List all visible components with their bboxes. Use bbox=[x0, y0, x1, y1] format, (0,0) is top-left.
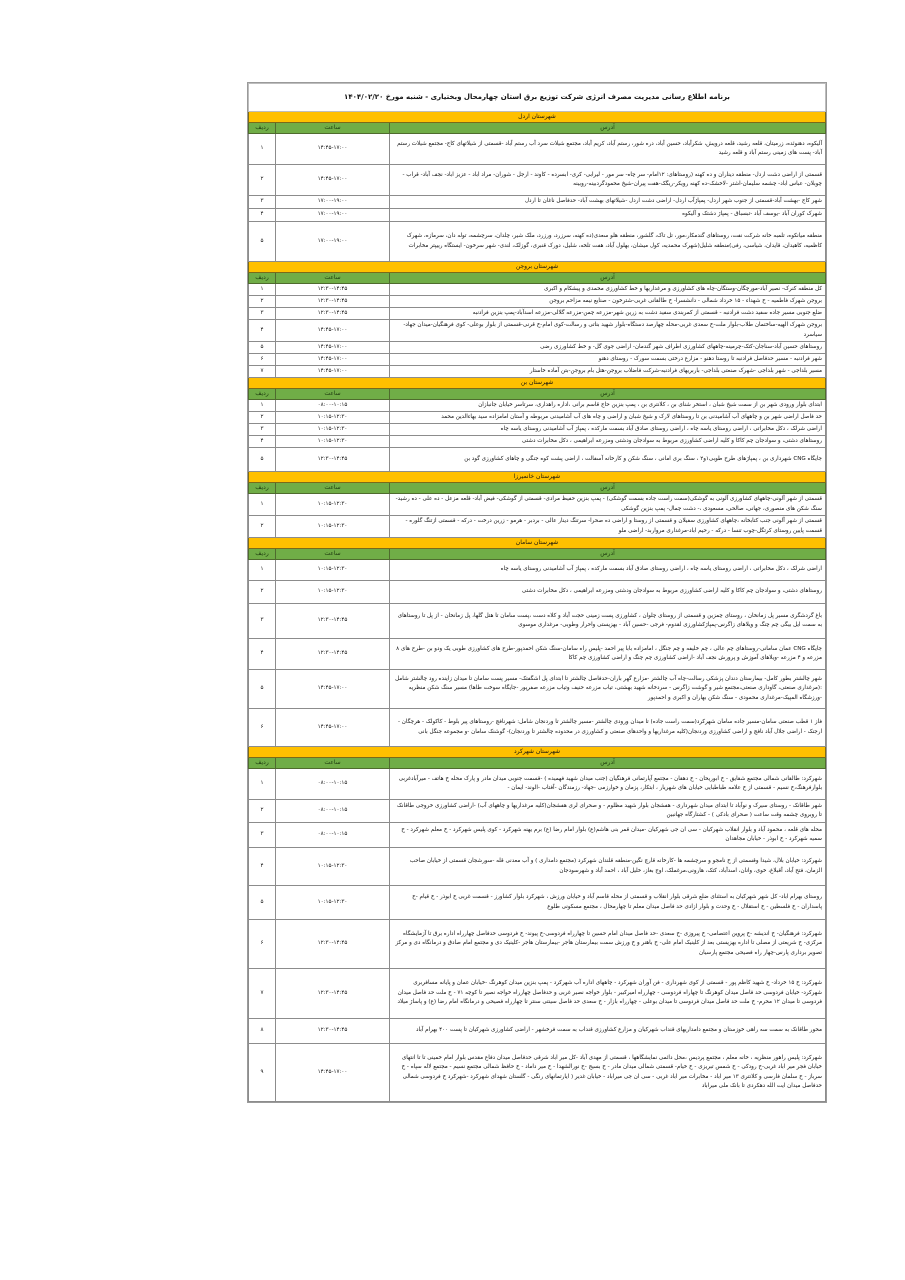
table-row bbox=[249, 436, 826, 448]
table-row bbox=[249, 366, 826, 378]
column-header-address: آدرس bbox=[390, 483, 826, 494]
address-cell: شهر طاقانک - روستای سیرک و نوآباد تا ابتدای میدان شهرداری - هفشجان بلوار شهید مظلوم - و صحرای لری هفشجان(کلیه مرغداریها و چاههای آب) -اراضی کشاورزی خروجی طاقانک تا روبروی چشمه وقت ساعت ( صحرای بادکی ) - کشتارگاه جهانبین bbox=[390, 800, 826, 823]
time-cell: ۰۸:۰۰-۱۰:۱۵ bbox=[276, 400, 390, 412]
table-row bbox=[249, 342, 826, 354]
time-cell: ۱۴:۴۵-۱۷:۰۰ bbox=[276, 1044, 390, 1102]
address-cell: بروجن شهرک فاطمیه - خ شهداء - ۱۵ خرداد شمالی - دانشسرا- خ طالقانی غربی-شترخون - صنایع نیمه مزاحم بروجن bbox=[390, 296, 826, 308]
radif-cell: ۴ bbox=[249, 320, 276, 342]
time-cell: ۱۲:۳۰-۱۴:۴۵ bbox=[276, 604, 390, 639]
radif-cell: ۵ bbox=[249, 342, 276, 354]
address-cell: جایگاه CNG عمان سامانی-روستاهای چم عالی ، چم خلیفه و چم جنگل ، امامزاده بابا پیر احمد -پلیس راه سامان-سنگ شکن احمدپور-طرح های کشاورزی طوبی یک ودو بن -طرح های ۸ مزرعه و ۴ مزرعه -ویلاهای آموزش و پرورش نجف آباد -اراضی کشاورزی چم چنگ و اراضی کشاورزی چم کاکا bbox=[390, 639, 826, 670]
address-cell: قسمتی از شهر آلونی جنب کتابخانه ،چاههای کشاورزی سفیلان و قسمتی از روستا و اراضی ده صحرا- سرتنگ دینار عالی - بردبر - هرمو - زرین درخت - درکه - قسمتی ازتنگ گلوره - قسمت پایین روستای کرتگل-چوب تنسا - درکه - رحیم اباد-مرغداری مرواربد- اراضی ملو bbox=[390, 516, 826, 538]
address-cell: اراضی شرلک ، دکل مخابراتی ، اراضی روستای یاسه چاه ، اراضی روستای صادق آباد بسمت مارکده ، پمپاژ آب آشامیدنی روستای یاسه چاه bbox=[390, 560, 826, 581]
address-cell: مسیر بلداجی - شهر بلداجی -شهرک صنعتی بلداجی- باربریهای فرادنبه-شرکت فاضلاب بروجن-هتل بام بروجن-بتن آماده خاستار bbox=[390, 366, 826, 378]
address-cell: روستای بهرام اباد- کل شهر شهرکیان به استثنای ضلع شرقی بلوار انقلاب و قسمتی از محله قاسم آباد و خیابان ورزش ، شهرکرد بلوار کشاورز - قسمت غربی خ ابوذر - خ قیام -خ پاسداران - خ فلسطین - خ استقلال - خ وحدت و بلوار ازادی حد فاصل میدان معلم تا چهارمحال ، مجتمع مسکونی طلوع bbox=[390, 886, 826, 920]
address-cell: شهرک کوران آباد -یوسف آباد -تبسباق - پمپاژ دشتک و آلیکوه bbox=[390, 209, 826, 222]
table-row bbox=[249, 296, 826, 308]
column-header-radif: ردیف bbox=[249, 758, 276, 769]
radif-cell: ۱ bbox=[249, 134, 276, 165]
title-row bbox=[249, 84, 826, 112]
radif-cell: ۲ bbox=[249, 800, 276, 823]
column-header-address: آدرس bbox=[390, 549, 826, 560]
column-header-row bbox=[249, 389, 826, 400]
column-header-radif: ردیف bbox=[249, 123, 276, 134]
address-cell: باغ گردشگری مسیر پل زمانخان ، روستای چمزین و قسمتی از روستای چلوان ، کشاورزی پست زمینی حجت آباد و کلاه دست ،پست سامان تا هتل گلها، پل زمانخان - از پل تا روستاهای به سمت ایل بیگی چم چنگ و ویلاهای زاگرس-پمپاژکشاورزی لقدوم- فرجی -حسین آباد - بهزیستی واحرار وطوبی- مرغداری موسوی bbox=[390, 604, 826, 639]
time-cell: ۰۸:۰۰-۱۰:۱۵ bbox=[276, 800, 390, 823]
table-row bbox=[249, 604, 826, 639]
time-cell: ۱۰:۱۵-۱۲:۳۰ bbox=[276, 581, 390, 604]
column-header-radif: ردیف bbox=[249, 483, 276, 494]
address-cell: محور طاقانک به سمت سه راهی خوزستان و مجتمع دامداریهای قنداب شهرکیان و مزارع کشاورزی قنداب به سمت فرخشهر - اراضی کشاورزی شهرکیان تا پست ۴۰۰ بهرام آباد bbox=[390, 1019, 826, 1044]
table-row bbox=[249, 494, 826, 516]
table-row bbox=[249, 209, 826, 222]
time-cell: ۱۰:۱۵-۱۲:۳۰ bbox=[276, 516, 390, 538]
radif-cell: ۱ bbox=[249, 769, 276, 800]
address-cell: جایگاه CNG شهرداری بن ، پمپاژهای طرح طوبی۱و۲ ، سنگ بری امانی ، سنگ شکن و کارخانه آسفالت ، اراضی پشت کوه جنگی و چاهای کشاورزی گود بن bbox=[390, 448, 826, 472]
radif-cell: ۱ bbox=[249, 560, 276, 581]
time-cell: ۰۸:۰۰-۱۰:۱۵ bbox=[276, 823, 390, 848]
column-header-radif: ردیف bbox=[249, 273, 276, 284]
table-row bbox=[249, 196, 826, 209]
radif-cell: ۴ bbox=[249, 639, 276, 670]
time-cell: ۱۰:۱۵-۱۲:۳۰ bbox=[276, 424, 390, 436]
time-cell: ۱۰:۱۵-۱۲:۳۰ bbox=[276, 848, 390, 886]
time-cell: ۰۸:۰۰-۱۰:۱۵ bbox=[276, 769, 390, 800]
column-header-row bbox=[249, 273, 826, 284]
table-row bbox=[249, 800, 826, 823]
time-cell: ۱۲:۳۰-۱۴:۴۵ bbox=[276, 969, 390, 1019]
county-name: شهرستان شهرکرد bbox=[249, 747, 826, 758]
address-cell: ابتدای بلوار ورودی شهر بن از سمت شیخ شبان ، استخر شنای بن ، کلانتری بن ، پمپ بنزین حاج قاسم برانی ،اداره راهداری، سرتاسر خیابان جانبازان bbox=[390, 400, 826, 412]
table-row bbox=[249, 308, 826, 320]
table-row bbox=[249, 134, 826, 165]
table-row bbox=[249, 516, 826, 538]
county-header-row bbox=[249, 538, 826, 549]
column-header-radif: ردیف bbox=[249, 549, 276, 560]
radif-cell: ۸ bbox=[249, 1019, 276, 1044]
time-cell: ۱۰:۱۵-۱۲:۳۰ bbox=[276, 886, 390, 920]
table-row bbox=[249, 424, 826, 436]
column-header-address: آدرس bbox=[390, 758, 826, 769]
address-cell: شهر فرادنبه - مسیر حدفاصل فرادنبه تا روستا دهنو - مزارع درختی بسمت سورک - روستای دهنو bbox=[390, 354, 826, 366]
address-cell: حد فاصل اراضی شهر بن و چاههای آب آشامیدنی بن تا روستاهای لارک و شیخ شبان و اراضی و چاه های آب آشامیدنی مربوطه و آستان امامزاده سید بهاءالدین محمد bbox=[390, 412, 826, 424]
time-cell: ۱۴:۴۵-۱۷:۰۰ bbox=[276, 354, 390, 366]
outage-schedule-sheet bbox=[247, 82, 827, 1103]
radif-cell: ۳ bbox=[249, 823, 276, 848]
county-header-row bbox=[249, 747, 826, 758]
address-cell: قسمتی از شهر آلونی-چاههای کشاورزی آلونی به گوشکی(سمت راست جاده بسمت گوشکی) - پمپ بنزین حفیظ مرادی- قسمتی از گوشکی- فیض آباد- قلعه مزعل - ده علی - ده رشید- سنگ شکن های منصوری، جهانی، صالحی، مسعودی ،- دشت چمال- پمپ بنزین گوشکی bbox=[390, 494, 826, 516]
time-cell: ۱۰:۱۵-۱۲:۳۰ bbox=[276, 560, 390, 581]
time-cell: ۱۲:۳۰-۱۴:۴۵ bbox=[276, 639, 390, 670]
address-cell: ضلع جنوبی مسیر جاده سفید دشت فرادنبه - قسمتی از کمربندی سفید دشت به زرین شهر-مزرعه چمن-مزرعه گلالی-مزرعه اسدآباد-پمپ بنزین فرادنبه bbox=[390, 308, 826, 320]
radif-cell: ۳ bbox=[249, 308, 276, 320]
county-name: شهرستان اردل bbox=[249, 112, 826, 123]
time-cell: ۱۷:۰۰-۱۹:۰۰ bbox=[276, 209, 390, 222]
radif-cell: ۹ bbox=[249, 1044, 276, 1102]
county-name: شهرستان بن bbox=[249, 378, 826, 389]
radif-cell: ۱ bbox=[249, 284, 276, 296]
column-header-address: آدرس bbox=[390, 123, 826, 134]
column-header-address: آدرس bbox=[390, 273, 826, 284]
address-cell: اراضی شرلک ، دکل مخابراتی ، اراضی روستای یاسه چاه ، اراضی روستای صادق آباد بسمت مارکده ، پمپاژ آب آشامیدنی روستای یاسه چاه bbox=[390, 424, 826, 436]
address-cell: روستاهای دشتی، و سوادجان چم کاکا و کلیه اراضی کشاورزی مربوط به سوادجان ودشتی ومزرعه ابراهیمی ، دکل مخابرات دشتی bbox=[390, 436, 826, 448]
table-row bbox=[249, 969, 826, 1019]
address-cell: شهرکرد: خیابان بلال، شیدا وقسمتی از خ نامجو و سرچشمه ها -کارخانه قارچ نگین-منطقه قلندان شهرکرد (مجتمع دامداری ) و آب معدنی قله -سورشجان قسمتی از خیابان صاحب الزمان، فتح آباد، آقبلاغ، خوی، وانان، اسدآباد، کتک، هارونی،مرغملک، اوج بغاز، خلیل آباد ، احمد آباد و شهرسودجان bbox=[390, 848, 826, 886]
time-cell: ۱۲:۳۰-۱۴:۴۵ bbox=[276, 448, 390, 472]
column-header-time: ساعت bbox=[276, 273, 390, 284]
table-row bbox=[249, 581, 826, 604]
radif-cell: ۲ bbox=[249, 412, 276, 424]
time-cell: ۱۲:۳۰-۱۴:۴۵ bbox=[276, 284, 390, 296]
column-header-time: ساعت bbox=[276, 758, 390, 769]
time-cell: ۱۲:۳۰-۱۴:۴۵ bbox=[276, 308, 390, 320]
time-cell: ۱۲:۳۰-۱۴:۴۵ bbox=[276, 920, 390, 969]
address-cell: کل منطقه کنرک- نصیر آباد-مورچگان-وستگان-چاه های کشاورزی و مرغداریها و خط کشاورزی محمدی و پیشکام و اکبری bbox=[390, 284, 826, 296]
address-cell: شهرکرد: پلیس راهور منظریه ، خانه معلم ، مجتمع پردیس ،محل دائمی نمایشگاهها ، قسمتی از مهدی آباد -کل میر اباد شرقی حدفاصل میدان دفاع مقدس بلوار امام خمینی تا تا انتهای خیابان فجر میر اباد غربی-خ رودکی - خ شمس تبریزی - خ خیام- قسمتی شمالی میدان مادر - خ بسیج -خ نورالشهدا - خ میر داماد - خ حافظ شمالی مجتمع نسیم - مجتمع لاله سپاه - خ سرباز - خ سلمان فارسی و کلانتری ۱۳ میر اباد - مخابرات میر اباد غربی - سی ان جی میراباد - خیابان غدیر ( ایارتمانهای رنگی - گلستان شهدای شهرکرد -شهرکرد خ فردوسی شمالی حدفاصل میدان ایت الله دهکردی تا بانک ملی میراباد bbox=[390, 1044, 826, 1102]
radif-cell: ۷ bbox=[249, 366, 276, 378]
table-row bbox=[249, 709, 826, 747]
column-header-row bbox=[249, 758, 826, 769]
column-header-time: ساعت bbox=[276, 123, 390, 134]
radif-cell: ۶ bbox=[249, 920, 276, 969]
table-row bbox=[249, 412, 826, 424]
table-row bbox=[249, 222, 826, 262]
time-cell: ۱۴:۴۵-۱۷:۰۰ bbox=[276, 342, 390, 354]
column-header-radif: ردیف bbox=[249, 389, 276, 400]
county-name: شهرستان خانمیرزا bbox=[249, 472, 826, 483]
radif-cell: ۷ bbox=[249, 969, 276, 1019]
time-cell: ۱۴:۴۵-۱۷:۰۰ bbox=[276, 134, 390, 165]
radif-cell: ۲ bbox=[249, 165, 276, 196]
radif-cell: ۶ bbox=[249, 709, 276, 747]
radif-cell: ۴ bbox=[249, 209, 276, 222]
table-row bbox=[249, 848, 826, 886]
county-header-row bbox=[249, 262, 826, 273]
table-row bbox=[249, 448, 826, 472]
county-header-row bbox=[249, 472, 826, 483]
table-row bbox=[249, 320, 826, 342]
table-row bbox=[249, 1044, 826, 1102]
time-cell: ۱۷:۰۰-۱۹:۰۰ bbox=[276, 222, 390, 262]
schedule-table bbox=[248, 83, 826, 1102]
table-row bbox=[249, 670, 826, 709]
table-row bbox=[249, 354, 826, 366]
table-row bbox=[249, 886, 826, 920]
time-cell: ۱۴:۴۵-۱۷:۰۰ bbox=[276, 165, 390, 196]
address-cell: شهر چالشتر بطور کامل- بیمارستان دندان پزشکی رسالت-چاه آب چالشتر -مزارع گهر باران-حدفاصل چالشتر تا ابتدای پل اشگفتک- مسیر پست سامان تا میدان زاینده رود چالشتر شامل :(مرغداری صنعتی، گاوداری صنعتی،مجتمع شیر و گوشت زاگرس - سردخانه شهید بهشتی، تیاب مزرعه حنیف وتیاب مزرعه صفرپور -جایگاه سوخت طاها) مسیر سنگ شکن منظریه -ورزشگاه المپیک-مرغداری محمودی - سنگ شکن بهاران و اکبری و احمدپور bbox=[390, 670, 826, 709]
time-cell: ۱۰:۱۵-۱۲:۳۰ bbox=[276, 412, 390, 424]
table-row bbox=[249, 400, 826, 412]
time-cell: ۱۷:۰۰-۱۹:۰۰ bbox=[276, 196, 390, 209]
county-name: شهرستان بروجن bbox=[249, 262, 826, 273]
address-cell: شهر کاج -بهشت آباد-قسمتی از جنوب شهر اردل- پمپاژآب اردل- اراضی دشت اردل -شیلاتهای بهشت آباد- حدفاصل ناغان تا اردل bbox=[390, 196, 826, 209]
address-cell: آلیکوه، دهنوئده، زرمیتان، قلعه رشید، قلعه درویش، شکرآباد، حسین آباد، دره شور، رستم آباد، کریم آباد، مجتمع شیلات سرد آب رستم آباد -قسمتی از شیلاتهای کاج- مجتمع شیلات رستم آباد- پست های زمینی رستم آباد و قلعه رشید bbox=[390, 134, 826, 165]
table-row bbox=[249, 165, 826, 196]
column-header-row bbox=[249, 123, 826, 134]
address-cell: روستاهای دشتی، و سوادجان چم کاکا و کلیه اراضی کشاورزی مربوط به سوادجان ودشتی ومزرعه ابراهیمی ، دکل مخابرات دشتی bbox=[390, 581, 826, 604]
address-cell: فاز ۱ قطب صنعتی سامان-مسیر جاده سامان شهرکرد(سمت راست جاده) تا میدان ورودی چالشتر -مسیر چالشتر تا وردنجان شامل: شهرنافچ -روستاهای پیر بلوط - کاکولک - هرچگان - ارجنک - اراضی جلال آباد نافچ و اراضی کشاورزی وردنجان(کلیه مرغداریها و واحدهای صنعتی و کشاورزی در محدوده چالشتر تا وردنجان)- گوشنک سامان -و مجموعه جنگل بانی bbox=[390, 709, 826, 747]
address-cell: شهرکرد: خ ۱۵ خرداد- خ شهید کاظم پور - قسمتی از کوی شهرداری - فن آوران شهرکرد - چاههای اداره آب شهرکرد - پمپ بنزین میدان کوهرنگ -خیابان عمان و پایانه مسافربری شهرکرد- خیابان فردوسی حد فاصل میدان کوهرنگ تا چهاراه فردوسی - چهارراه امیرکبیر - بلوار خواجه نصیر غربی و حدفاصل چهارراه خواجه نصیر تا کوچه ۷۱ - خ ملت حد فاصل میدان فردوسی تا میدان ۱۲ محرم- خ ملت حد فاصل میدان فردوسی تا میدان بوعلی - چهارراه بازار - خ سعدی حد فاصل سینتی سنتر تا چهارراه فصیحی و درمانگاه امام رضا (ع) و پاساژ میلاد bbox=[390, 969, 826, 1019]
address-cell: بروجن شهرک الهیه-ساختمان طلاب-بلوار ملت-خ سعدی غربی-محله چهارصد دستگاه-بلوار شهید بناتی و رسالت-کوی امام-خ قرنی-قسمتی از بلوار بوعلی- کوی فرهنگیان-میدان جهاد- سیاسرد bbox=[390, 320, 826, 342]
table-row bbox=[249, 769, 826, 800]
time-cell: ۱۴:۴۵-۱۷:۰۰ bbox=[276, 670, 390, 709]
radif-cell: ۲ bbox=[249, 516, 276, 538]
address-cell: قسمتی از اراضی دشت اردل- منطقه دیناران و ده کهنه (روستاهای: ۱۲امام- سر چاه- سر مور - لیرابی- کری- ابسرده - کاوند - ارجل - شوران- مراد اباد - عزیز اباد- نجف آباد- قراب - چوبلان- عباس اباد- چشمه سلیمان-اشتر -لاخشک-ده کهنه رویکر-ریگک-هفت پیران-شیخ محمودگردبینه-روبینه bbox=[390, 165, 826, 196]
radif-cell: ۲ bbox=[249, 296, 276, 308]
address-cell: شهرکرد: طالقانی شمالی مجتمع شقایق - خ ابوریحان - خ دهقان - مجتمع آپارتمانی فرهنگیان (جنب میدان شهید فهمیده ) -قسمت جنوبی میدان مادر و پارک محله خ هاتف - میرآبادغربی بلوارفرهنگ،خ نسیم - قسمتی از خ علامه طباطبایی خیابان های شهریار ، ابتکار، پزمان و خوارزمی -جهاد- رزمندگان -آفتاب -الوند- ایمان - bbox=[390, 769, 826, 800]
table-row bbox=[249, 639, 826, 670]
time-cell: ۱۴:۴۵-۱۷:۰۰ bbox=[276, 366, 390, 378]
time-cell: ۱۰:۱۵-۱۲:۳۰ bbox=[276, 494, 390, 516]
column-header-time: ساعت bbox=[276, 389, 390, 400]
column-header-time: ساعت bbox=[276, 549, 390, 560]
radif-cell: ۴ bbox=[249, 436, 276, 448]
table-row bbox=[249, 284, 826, 296]
table-row bbox=[249, 560, 826, 581]
radif-cell: ۳ bbox=[249, 196, 276, 209]
address-cell: منطقه میانکوه، تلمبه خانه شرکت نفت، روستاهای گندمکار،مور، تل تاک، گلشور، منطقه هلو سعدی(ده کهنه، سرزرد، ورزرد، ملک شیر، چلدان، سرچشمه، توله دان، سرمازه، شهرک کاظمیه، کاهیدان، قایدان، شیاسی، رفی)منطقه شلیل(شهرک محمدیه، کول میشان، بهلول آباد، هفت تلخه، شلیل، دورک قنبری، گوزلک، لندی- شهر سرخون- ایستگاه رییپتر مخابرات bbox=[390, 222, 826, 262]
column-header-time: ساعت bbox=[276, 483, 390, 494]
county-header-row bbox=[249, 378, 826, 389]
time-cell: ۱۰:۱۵-۱۲:۳۰ bbox=[276, 436, 390, 448]
address-cell: محله های قلعه ، محمود آباد و بلوار انقلاب شهرکیان - سی ان جی شهرکیان -میدان قمر بنی هاشم(ع) بلوار امام رضا (ع) برم یهنه شهرکرد - کوی پلیس شهرکرد - خ معلم شهرکرد - خ سمیه شهرکرد - خ ابوذر - خیابان مجاهدان bbox=[390, 823, 826, 848]
radif-cell: ۵ bbox=[249, 886, 276, 920]
time-cell: ۱۴:۴۵-۱۷:۰۰ bbox=[276, 709, 390, 747]
address-cell: شهرکرد: فرهنگیان- خ اندیشه -خ پروین اعتصامی- خ پیروزی -خ سعدی -حد فاصل میدان امام حسین تا چهارراه فردوسی-خ پیوند- خ فردوسی حدفاصل چهارراه اداره برق تا آزمایشگاه مرکزی- خ شریعتی از مصلی تا اداره بهزیستی بعد از کلینیک امام علی- خ باهنر و خ ورزش سمت بیمارستان هاجر -بیمارستان هاجر -کلینیک دی و مجتمع امام صادق و درمانگاه دی و مرکز تصویر برداری پارس-چهار راه فصیحی مجتمع پارسیان bbox=[390, 920, 826, 969]
time-cell: ۱۲:۳۰-۱۴:۴۵ bbox=[276, 296, 390, 308]
time-cell: ۱۴:۴۵-۱۷:۰۰ bbox=[276, 320, 390, 342]
address-cell: روستاهای حسین آباد-سناجان-کتک-چرمینه-چاههای کشاورزی اطراف شهر گندمان- اراضی جوی گل- و خط کشاورزی رضی bbox=[390, 342, 826, 354]
radif-cell: ۳ bbox=[249, 424, 276, 436]
radif-cell: ۵ bbox=[249, 448, 276, 472]
radif-cell: ۶ bbox=[249, 354, 276, 366]
radif-cell: ۱ bbox=[249, 494, 276, 516]
radif-cell: ۴ bbox=[249, 848, 276, 886]
column-header-address: آدرس bbox=[390, 389, 826, 400]
radif-cell: ۱ bbox=[249, 400, 276, 412]
table-row bbox=[249, 920, 826, 969]
county-header-row bbox=[249, 112, 826, 123]
table-row bbox=[249, 1019, 826, 1044]
column-header-row bbox=[249, 549, 826, 560]
radif-cell: ۵ bbox=[249, 670, 276, 709]
radif-cell: ۲ bbox=[249, 581, 276, 604]
page-title: برنامه اطلاع رسانی مدیریت مصرف انرژی شرکت توزیع برق استان چهارمحال وبختیاری - شنبه مورخ ۱۴۰۴/۰۲/۲۰ bbox=[249, 84, 826, 112]
radif-cell: ۳ bbox=[249, 604, 276, 639]
county-name: شهرستان سامان bbox=[249, 538, 826, 549]
time-cell: ۱۲:۳۰-۱۴:۴۵ bbox=[276, 1019, 390, 1044]
column-header-row bbox=[249, 483, 826, 494]
table-row bbox=[249, 823, 826, 848]
radif-cell: ۵ bbox=[249, 222, 276, 262]
